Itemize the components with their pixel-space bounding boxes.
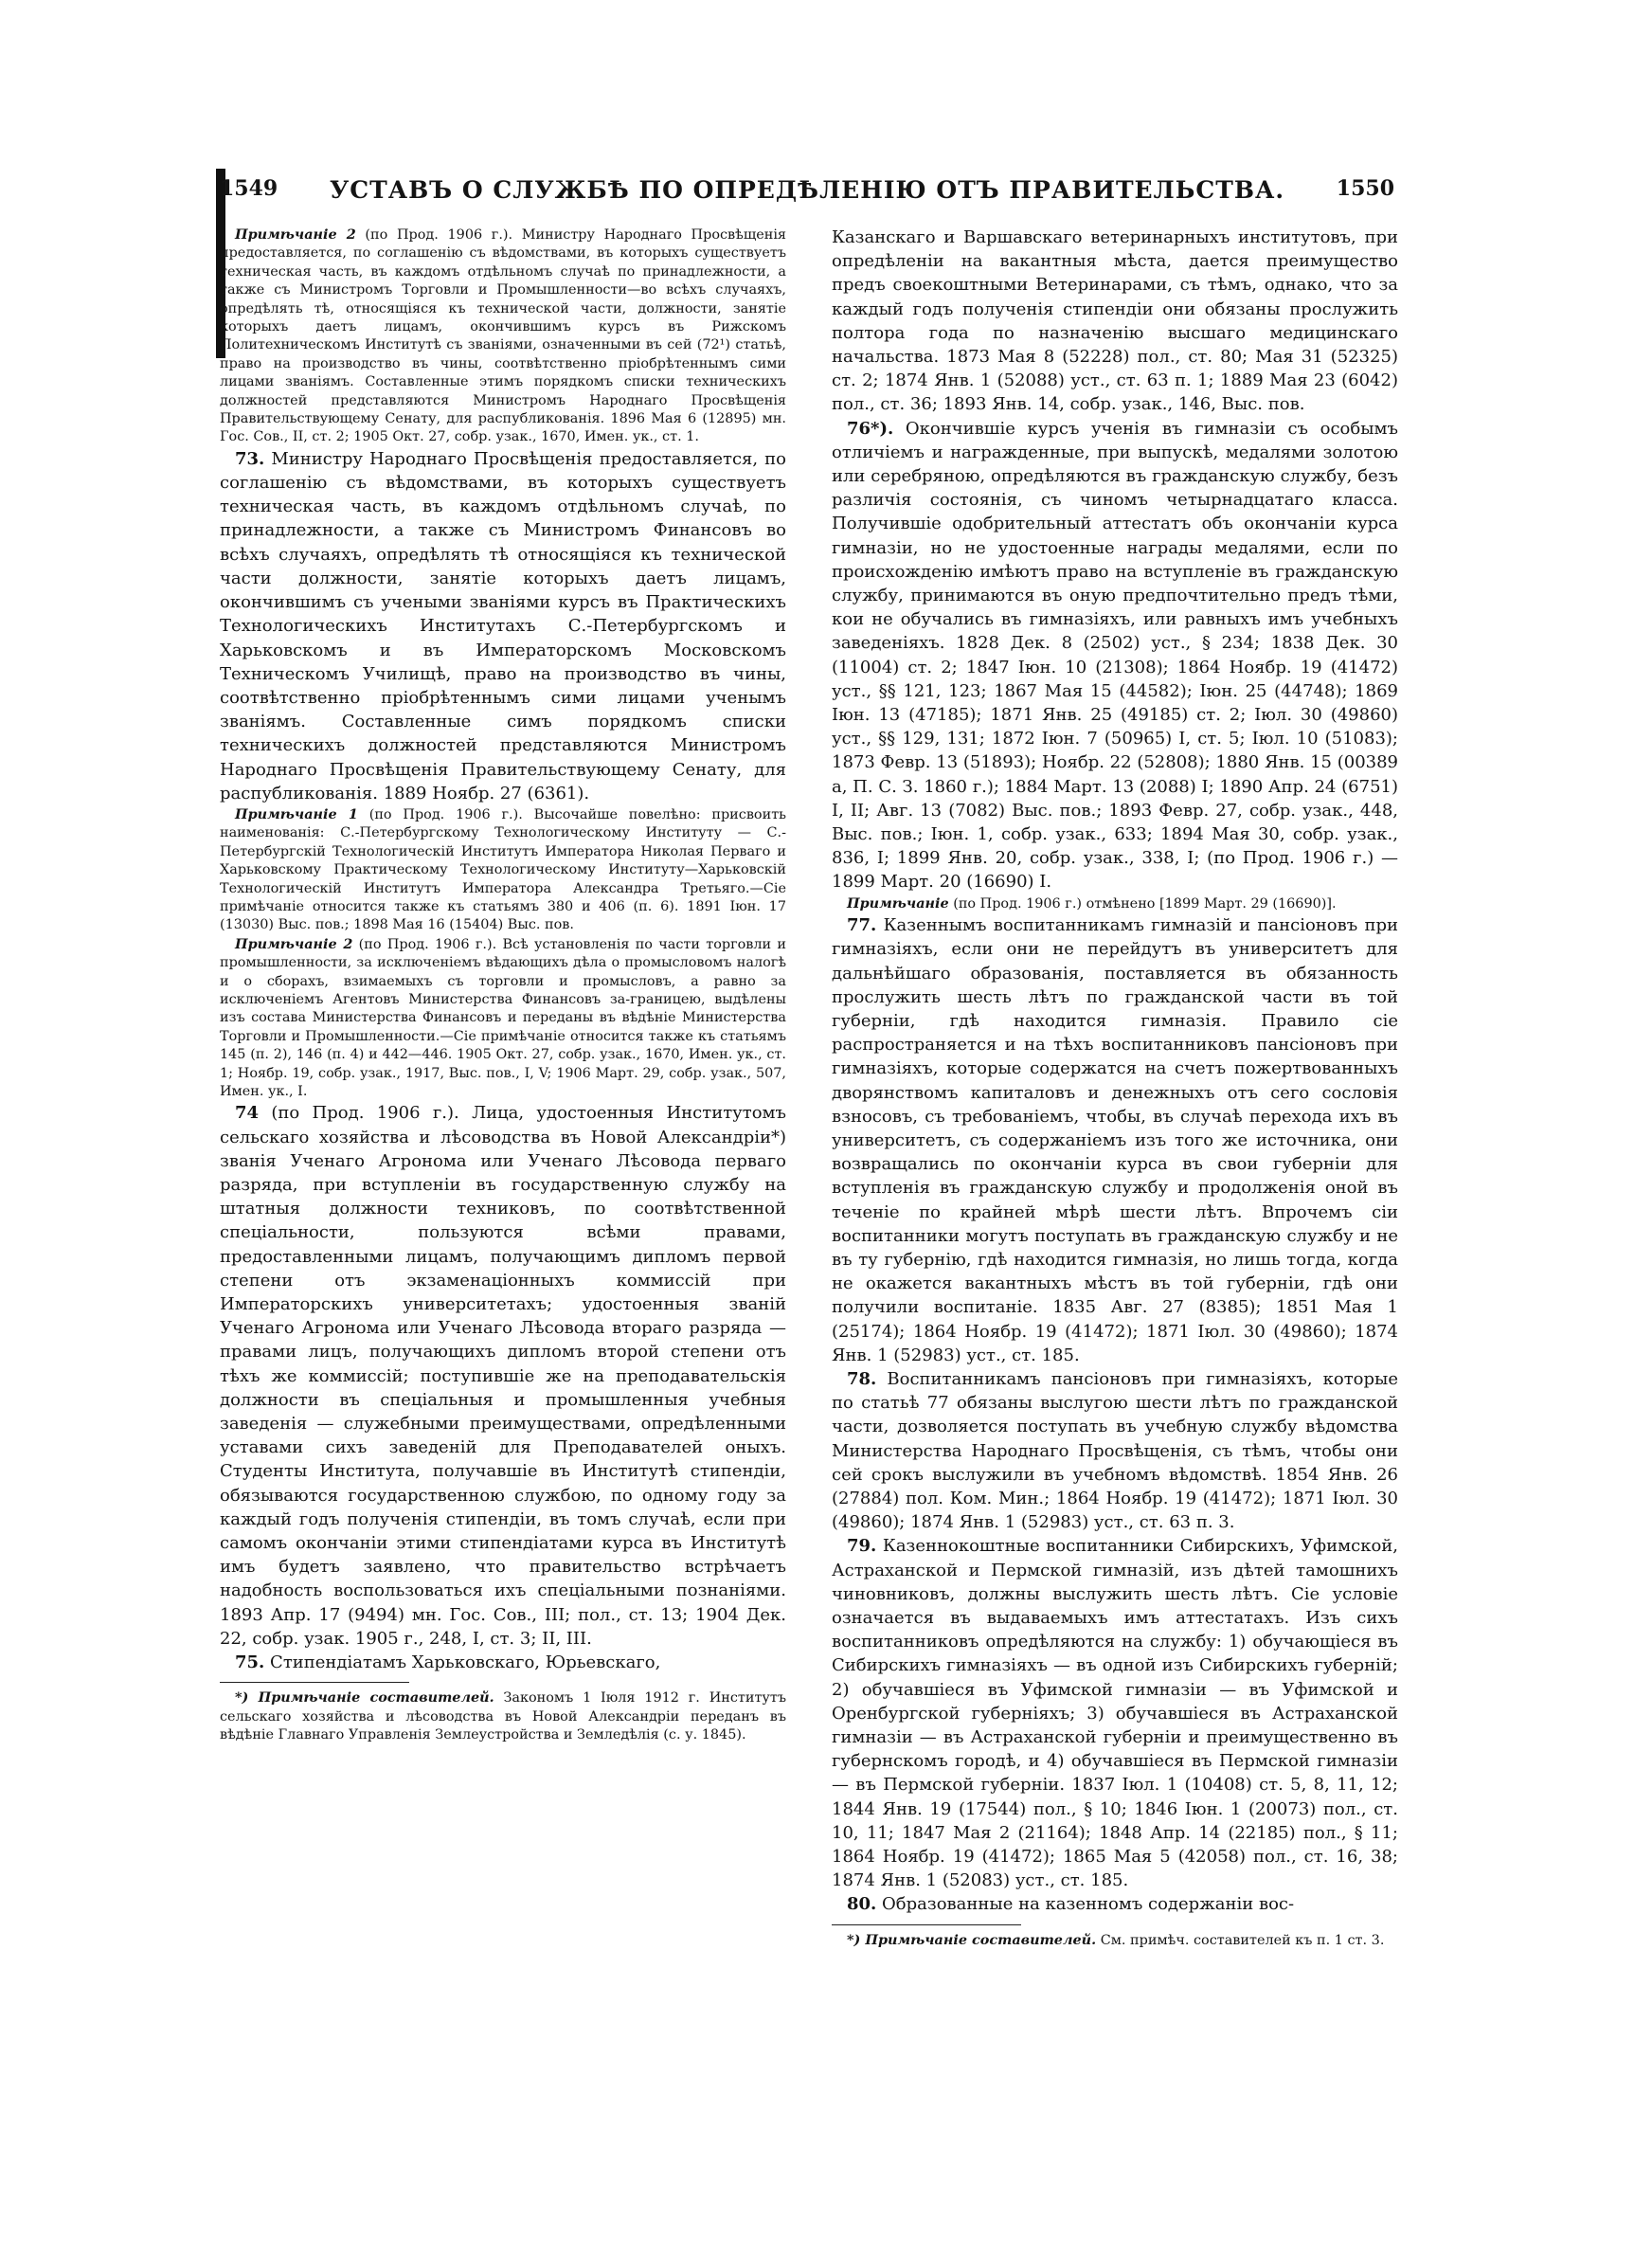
footnote-label: *) Примѣчаніе составителей. <box>847 1931 1097 1948</box>
footnote-label: *) Примѣчаніе составителей. <box>235 1689 494 1706</box>
article-number: 79. <box>847 1536 877 1557</box>
article-text: Министру Народнаго Просвѣщенія предоставляется, по соглашенію съ вѣдомствами, въ которыхъ существуетъ техническая часть, въ каждомъ отдѣльномъ случаѣ, по принадлежности, а также съ Министромъ Финансовъ во всѣхъ случаяхъ, опредѣлять тѣ относящіяся къ технической части должности, занятіе которыхъ даетъ лицамъ, окончившимъ съ учеными званіями курсъ въ Практическихъ Технологическихъ Институтахъ С.-Петербургскомъ и Харьковскомъ и въ Императорскомъ Московскомъ Техническомъ Училищѣ, право на производство въ чины, соотвѣтственно пріобрѣтеннымъ сими лицами ученымъ званіямъ. Составленные симъ порядкомъ списки техническихъ должностей представляются Министромъ Народнаго Просвѣщенія Правительствующему Сенату, для распубликованія. 1889 Ноябр. 27 (6361). <box>220 448 786 803</box>
note-paragraph <box>832 894 1398 913</box>
article-75 <box>220 1651 786 1674</box>
note-label: Примѣчаніе <box>847 894 949 912</box>
left-column <box>220 226 786 1745</box>
article-text: (по Прод. 1906 г.). Лица, удостоенныя Институтомъ сельскаго хозяйства и лѣсоводства въ Новой Александріи*) званія Ученаго Агронома или Ученаго Лѣсовода перваго разряда, при вступленіи въ государственную службу на штатныя должности техниковъ, по соотвѣтственной спеціальности, пользуются всѣми правами, предоставленными лицамъ, получающимъ дипломъ первой степени отъ экзаменаціонныхъ коммиссій при Императорскихъ университетахъ; удостоенныя званій Ученаго Агронома или Ученаго Лѣсовода втораго разряда — правами лицъ, получающихъ дипломъ второй степени отъ тѣхъ же коммиссій; поступившіе же на преподавательскія должности въ спеціальныя и промышленныя учебныя заведенія — служебными преимуществами, опредѣленными уставами сихъ заведеній для Преподавателей оныхъ. Студенты Института, получавшіе въ Институтѣ стипендіи, обязываются государственною службою, по одному году за каждый годъ полученія стипендіи, въ томъ случаѣ, если при самомъ окончаніи этими стипендіатами курса въ Институтѣ имъ будетъ заявлено, что правительство встрѣчаетъ надобность воспользоваться ихъ спеціальными познаніями. 1893 Апр. 17 (9494) мн. Гос. Сов., III; пол., ст. 13; 1904 Дек. 22, собр. узак. 1905 г., 248, I, ст. 3; II, III. <box>220 1103 786 1649</box>
article-77 <box>832 913 1398 1367</box>
article-text: Окончившіе курсъ ученія въ гимназіи съ особымъ отличіемъ и награжденные, при выпускѣ, медалями золотою или серебряною, опредѣляются въ гражданскую службу, безъ различія состоянія, съ чиномъ четырнадцатаго класса. Получившіе одобрительный аттестатъ объ окончаніи курса гимназіи, но не удостоенные награды медалями, если по происхожденію имѣютъ право на вступленіе въ гражданскую службу, принимаются въ оную предпочтительно предъ тѣми, кои не обучались въ гимназіяхъ, или равныхъ имъ учебныхъ заведеніяхъ. 1828 Дек. 8 (2502) уст., § 234; 1838 Дек. 30 (11004) ст. 2; 1847 Іюн. 10 (21308); 1864 Ноябр. 19 (41472) уст., §§ 121, 123; 1867 Мая 15 (44582); Іюн. 25 (44748); 1869 Іюн. 13 (47185); 1871 Янв. 25 (49185) ст. 2; Іюл. 30 (49860) уст., §§ 129, 131; 1872 Іюн. 7 (50965) I, ст. 5; Іюл. 10 (51083); 1873 Февр. 13 (51893); Ноябр. 22 (52808); 1880 Янв. 15 (00389 а, П. С. З. 1860 г.); 1884 Март. 13 (2088) I; 1890 Апр. 24 (6751) I, II; Авг. 13 (7082) Выс. пов.; 1893 Февр. 27, собр. узак., 448, Выс. пов.; Іюн. 1, собр. узак., 633; 1894 Мая 30, собр. узак., 836, I; 1899 Янв. 20, собр. узак., 338, I; (по Прод. 1906 г.) — 1899 Март. 20 (16690) I. <box>832 418 1398 893</box>
article-78 <box>832 1367 1398 1534</box>
running-title: УСТАВЪ О СЛУЖБѢ ПО ОПРЕДѢЛЕНІЮ ОТЪ ПРАВИТЕЛЬСТВА. <box>329 176 1285 204</box>
article-74 <box>220 1101 786 1651</box>
footnote <box>220 1688 786 1744</box>
right-column <box>832 226 1398 1950</box>
note-text: (по Прод. 1906 г.). Министру Народнаго Просвѣщенія предоставляется, по соглашенію съ вѣдомствами, въ которыхъ существуетъ техническая часть, въ каждомъ отдѣльномъ случаѣ по принадлежности, а также съ Министромъ Торговли и Промышленности—во всѣхъ случаяхъ, опредѣлять тѣ, относящіяся къ технической части, должности, занятіе которыхъ даетъ лицамъ, окончившимъ курсъ въ Рижскомъ Политехническомъ Институтѣ съ званіями, означенными въ сей (72¹) статьѣ, право на производство въ чины, соотвѣтственно пріобрѣтеннымъ сими лицами званіямъ. Составленные этимъ порядкомъ списки техническихъ должностей представляются Министромъ Народнаго Просвѣщенія Правительствующему Сенату, для распубликованія. 1896 Мая 6 (12895) мн. Гос. Сов., II, ст. 2; 1905 Окт. 27, собр. узак., 1670, Имен. ук., ст. 1. <box>220 227 786 445</box>
page-header <box>220 176 1394 214</box>
article-80 <box>832 1892 1398 1916</box>
article-text: Воспитанникамъ пансіоновъ при гимназіяхъ, которые по статьѣ 77 обязаны выслугою шести лѣтъ по гражданской части, дозволяется поступать въ учебную службу вѣдомства Министерства Народнаго Просвѣщенія, съ тѣмъ, чтобы они сей срокъ выслужили въ учебномъ вѣдомствѣ. 1854 Янв. 26 (27884) пол. Ком. Мин.; 1864 Ноябр. 19 (41472); 1871 Іюл. 30 (49860); 1874 Янв. 1 (52983) уст., ст. 63 п. 3. <box>832 1368 1398 1533</box>
page-number-right: 1550 <box>1336 176 1394 201</box>
article-number: 75. <box>235 1652 265 1673</box>
note-text: (по Прод. 1906 г.). Высочайше повелѣно: присвоить наименованія: С.-Петербургскому Технологическому Институту — С.-Петербургскій Технологическій Институтъ Императора Николая Перваго и Харьковскому Практическому Технологическому Институту—Харьковскій Технологическій Институтъ Императора Александра Третьяго.—Сіе примѣчаніе относится также къ статьямъ 380 и 406 (п. 6). 1891 Іюн. 17 (13030) Выс. пов.; 1898 Мая 16 (15404) Выс. пов. <box>220 806 786 933</box>
article-76 <box>832 417 1398 894</box>
footnote-separator <box>832 1924 1021 1925</box>
note-label: Примѣчаніе 1 <box>235 805 358 822</box>
note-paragraph <box>220 226 786 447</box>
footnote-text: Закономъ 1 Іюля 1912 г. Институтъ сельскаго хозяйства и лѣсоводства въ Новой Александріи переданъ въ вѣдѣніе Главнаго Управленія Землеустройства и Земледѣлія (с. у. 1845). <box>220 1690 786 1743</box>
continued-paragraph: Казанскаго и Варшавскаго ветеринарныхъ институтовъ, при опредѣленіи на вакантныя мѣста, дается преимущество предъ своекоштными Ветеринарами, съ тѣмъ, однако, что за каждый годъ полученія стипендіи они обязаны прослужить полтора года по назначенію высшаго медицинскаго начальства. 1873 Мая 8 (52228) пол., ст. 80; Мая 31 (52325) ст. 2; 1874 Янв. 1 (52088) уст., ст. 63 п. 1; 1889 Мая 23 (6042) пол., ст. 36; 1893 Янв. 14, собр. узак., 146, Выс. пов. <box>832 227 1398 415</box>
note-label: Примѣчаніе 2 <box>235 935 353 952</box>
article-73 <box>220 447 786 805</box>
article-number: 73. <box>235 448 265 469</box>
article-number: 80. <box>847 1894 877 1915</box>
article-number: 77. <box>847 915 877 936</box>
article-number: 74 <box>235 1103 260 1124</box>
footnote-separator <box>220 1682 409 1683</box>
note-label: Примѣчаніе 2 <box>235 226 356 243</box>
article-text: Казеннымъ воспитанникамъ гимназій и пансіоновъ при гимназіяхъ, если они не перейдутъ въ университетъ для дальнѣйшаго образованія, поставляется въ обязанность прослужить шесть лѣтъ по гражданской части въ той губерніи, гдѣ находится гимназія. Правило сіе распространяется и на тѣхъ воспитанниковъ пансіоновъ при гимназіяхъ, которые содержатся на счетъ пожертвованныхъ дворянствомъ капиталовъ и денежныхъ отъ сего сословія взносовъ, съ требованіемъ, чтобы, въ случаѣ перехода ихъ въ университетъ, съ содержаніемъ изъ того же источника, они возвращались по окончаніи курса въ свои губерніи для вступленія въ гражданскую службу и продолженія оной въ теченіе по крайней мѣрѣ шести лѣтъ. Впрочемъ сіи воспитанники могутъ поступать въ гражданскую службу и не въ ту губернію, гдѣ находится гимназія, но лишь тогда, когда не окажется вакантныхъ мѣстъ въ той губерніи, гдѣ они получили воспитаніе. 1835 Авг. 27 (8385); 1851 Мая 1 (25174); 1864 Ноябр. 19 (41472); 1871 Іюл. 30 (49860); 1874 Янв. 1 (52983) уст., ст. 185. <box>832 915 1398 1365</box>
note-text: (по Прод. 1906 г.) отмѣнено [1899 Март. 29 (16690)]. <box>948 895 1337 912</box>
note-text: (по Прод. 1906 г.). Всѣ установленія по части торговли и промышленности, за исключеніемъ вѣдающихъ дѣла о промысловомъ налогѣ и о сборахъ, взимаемыхъ съ торговли и промысловъ, а равно за исключеніемъ Агентовъ Министерства Финансовъ за-границею, выдѣлены изъ состава Министерства Финансовъ и переданы въ вѣдѣніе Министерства Торговли и Промышленности.—Сіе примѣчаніе относится также къ статьямъ 145 (п. 2), 146 (п. 4) и 442—446. 1905 Окт. 27, собр. узак., 1670, Имен. ук., ст. 1; Ноябр. 19, собр. узак., 1917, Выс. пов., I, V; 1906 Март. 29, собр. узак., 507, Имен. ук., I. <box>220 936 786 1100</box>
note-paragraph <box>220 935 786 1102</box>
article-text: Образованные на казенномъ содержаніи вос- <box>876 1894 1295 1915</box>
footnote-text: См. примѣч. составителей къ п. 1 ст. 3. <box>1096 1932 1385 1948</box>
article-79 <box>832 1534 1398 1892</box>
article-text: Стипендіатамъ Харьковскаго, Юрьевскаго, <box>264 1652 661 1673</box>
note-paragraph <box>220 805 786 935</box>
article-number: 76*). <box>847 418 894 439</box>
article-text: Казеннокоштные воспитанники Сибирскихъ, Уфимской, Астраханской и Пермской гимназій, изъ дѣтей тамошнихъ чиновниковъ, должны выслужить шесть лѣтъ. Сіе условіе означается въ выдаваемыхъ имъ аттестатахъ. Изъ сихъ воспитанниковъ опредѣляются на службу: 1) обучающіеся въ Сибирскихъ гимназіяхъ — въ одной изъ Сибирскихъ губерній; 2) обучавшіеся въ Уфимской гимназіи — въ Уфимской и Оренбургской губерніяхъ; 3) обучавшіеся въ Астраханской гимназіи — въ Астраханской губерніи и преимущественно въ губернскомъ городѣ, и 4) обучавшіеся въ Пермской гимназіи — въ Пермской губерніи. 1837 Іюл. 1 (10408) ст. 5, 8, 11, 12; 1844 Янв. 19 (17544) пол., § 10; 1846 Іюн. 1 (20073) пол., ст. 10, 11; 1847 Мая 2 (21164); 1848 Апр. 14 (22185) пол., § 11; 1864 Ноябр. 19 (41472); 1865 Мая 5 (42058) пол., ст. 16, 38; 1874 Янв. 1 (52083) уст., ст. 185. <box>832 1536 1398 1891</box>
article-number: 78. <box>847 1368 877 1389</box>
page-number-left: 1549 <box>220 176 278 201</box>
footnote <box>832 1931 1398 1950</box>
